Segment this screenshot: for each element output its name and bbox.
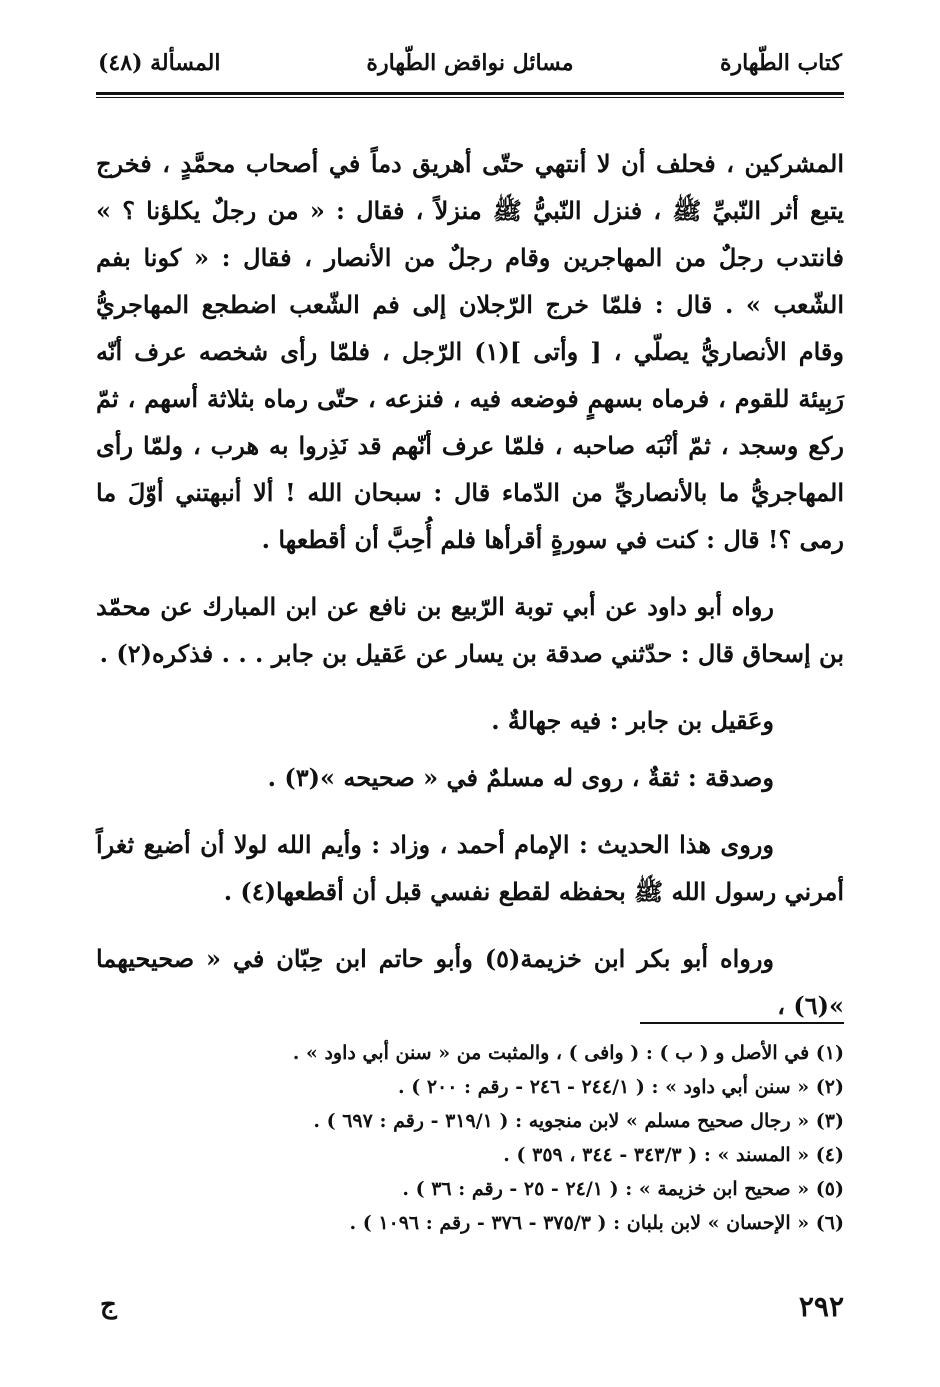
footnote-4: (٤) « المسند » : ( ٣٤٣/٣ - ٣٤٤ ، ٣٥٩ ) . (503, 1144, 844, 1166)
paragraph-abu-dawud: رواه أبو داود عن أبي توبة الرّبيع بن نافع عن ابن المبارك عن محمّد بن إسحاق قال : حدّثني صدقة بن يسار عن عَقيل بن جابر . . . فذكره(٢) . (96, 592, 844, 668)
header-rule-thin (96, 97, 844, 98)
paragraph-hadith: المشركين ، فحلف أن لا أنتهي حتّى أهريق دماً في أصحاب محمَّدٍ ، فخرج يتبع أثر النّبيِّ ﷺ ، فنزل النّبيُّ ﷺ منزلاً ، فقال : « من رجلٌ يكلؤنا ؟ » فانتدب رجلٌ من المهاجرين وقام رجلٌ من الأنصار ، فقال : « كونا بفم الشّعب » . قال : فلمّا خرج الرّجلان إلى فم الشّعب اضطجع المهاجريُّ وقام الأنصاريُّ يصلّي ، [ وأتى ](١) الرّجل ، فلمّا رأى شخصه عرف أنّه رَبِيئة للقوم ، فرماه بسهمٍ فوضعه فيه ، فنزعه ، حتّى رماه بثلاثة أسهم ، ثمّ ركع وسجد ، ثمّ أنْبَه صاحبه ، فلمّا عرف أنّهم قد نَذِروا به هرب ، ولمّا رأى المهاجريُّ ما بالأنصاريِّ من الدّماء قال : سبحان الله ! ألا أنبهتني أوّلَ ما رمى ؟! قال : كنت في سورةٍ أقرأها فلم أُحِبَّ أن أقطعها . (96, 149, 844, 554)
running-header (98, 44, 842, 84)
header-chapter-title: مسائل نواقض الطّهارة (366, 50, 574, 76)
paragraph-ahmad: وروى هذا الحديث : الإمام أحمد ، وزاد : وأيم الله لولا أن أضيع ثغراً أمرني رسول الله ﷺ بحفظه لقطع نفسي قبل أن أقطعها(٤) . (96, 830, 844, 906)
footnote-6: (٦) « الإحسان » لابن بلبان : ( ٣٧٥/٣ - ٣٧٦ - رقم : ١٠٩٦ ) . (349, 1212, 844, 1234)
header-rule (96, 92, 844, 95)
footnote-2: (٢) « سنن أبي داود » : ( ٢٤٤/١ - ٢٤٦ - رقم : ٢٠٠ ) . (397, 1076, 844, 1098)
footnote-divider (640, 1022, 844, 1024)
main-text (96, 140, 844, 1049)
footnote-5: (٥) « صحيح ابن خزيمة » : ( ٢٤/١ - ٢٥ - رقم : ٣٦ ) . (402, 1178, 844, 1200)
page-number: ٢٩٢ (798, 1290, 844, 1323)
paragraph-aqil: وعَقيل بن جابر : فيه جهالةٌ . (491, 706, 774, 735)
header-issue-number: المسألة (٤٨) (98, 50, 221, 76)
footnote-3: (٣) « رجال صحيح مسلم » لابن منجويه : ( ٣١٩/١ - رقم : ٦٩٧ ) . (313, 1110, 844, 1132)
paragraph-sadaqa: وصدقة : ثقةٌ ، روى له مسلمٌ في « صحيحه »(٣) . (267, 763, 774, 792)
footnote-1: (١) في الأصل و ( ب ) : ( وافى ) ، والمثبت من « سنن أبي داود » . (292, 1042, 844, 1064)
footnotes (96, 1036, 844, 1240)
paragraph-ibn-khuzayma: ورواه أبو بكر ابن خزيمة(٥) وأبو حاتم ابن حِبّان في « صحيحيهما »(٦) ، (96, 944, 844, 1020)
signature-mark: ج (100, 1290, 117, 1320)
header-book-title: كتاب الطّهارة (719, 50, 842, 76)
